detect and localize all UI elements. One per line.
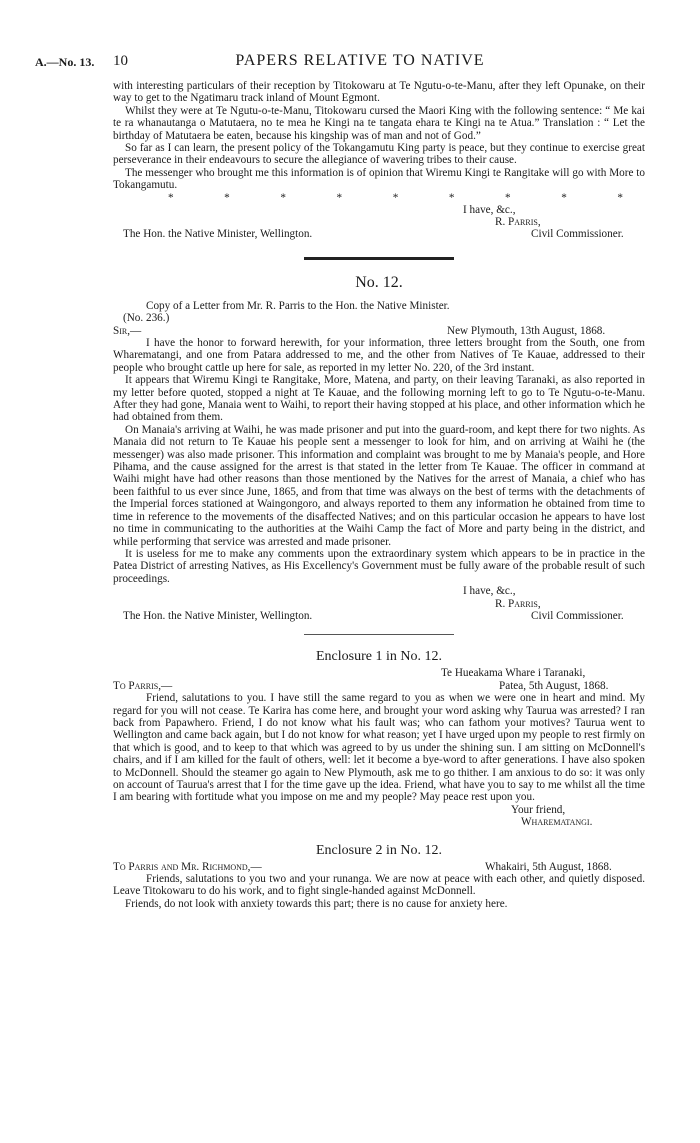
signer-title: Civil Commissioner. [531,609,624,622]
section-heading: No. 12. [355,273,403,291]
section-rule [304,634,454,635]
signer: R. Parris, [495,597,541,610]
salutation: Sir,— [113,324,142,337]
page-number: 10 [113,53,128,69]
paragraph: Whilst they were at Te Ngutu-o-te-Manu, Titokowaru cursed the Maori King with the following sentence: “ Me kai te ra whanautanga o Matutaera, no te mea he Kingi na te tangata ehara te Kingi na te Atua.” Translation : “ Let the birthday of Matutaera be eaten, because his kingship was of man and not of God.” [113,104,645,142]
omission-stars: * * * * * * * * * [168,191,623,204]
paragraph: So far as I can learn, the present policy of the Tokangamutu King party is peace, but they continue to exercise great perseverance in their endeavours to secure the allegiance of wavering tribes to their cause. [113,142,645,167]
page-body [113,80,645,910]
salutation: To Parris and Mr. Richmond,— [113,860,262,873]
section-rule [304,257,454,260]
signer-title: Civil Commissioner. [531,228,624,241]
closing: Your friend, [511,803,566,816]
closing: I have, &c., [463,203,516,216]
paragraph: On Manaia's arriving at Waihi, he was made prisoner and put into the guard-room, and kept there for two nights. As Manaia did not return to Te Kauae his people sent a messenger to look for him, and on arriving at Waihi he (the messenger) was also made prisoner. This information and complaint was brought to me by Manaia's people, and Hore Pihama, and the cause assigned for the arrest is that stated in the letter from Te Kauae. The officer in command at Waihi might have had other reasons than those mentioned by the Natives for the arrest of Manaia, a chief who has been faithful to us ever since June, 1865, and from that time was always on the best of terms with the detachments of the Imperial forces stationed at Waingongoro, and always reported to them any information he obtained from time to time in reference to the movements of the disaffected Natives; and on this particular occasion he appears to have lost no time in communicating to the authorities at the Waihi Camp the fact of More and party being in the district, and while performing that service was arrested and made prisoner. [113,423,645,548]
signer: Wharematangi. [521,816,593,829]
enclosure-heading: Enclosure 1 in No. 12. [316,649,442,665]
paragraph: The messenger who brought me this information is of opinion that Wiremu Kingi te Rangitake will go with More to Tokangamutu. [113,166,645,192]
signer: R. Parris, [495,216,541,229]
addressee: The Hon. the Native Minister, Wellington. [123,609,313,622]
paragraph: Friends, do not look with anxiety towards this part; there is no cause for anxiety here. [125,897,508,910]
paragraph: I have the honor to forward herewith, for your information, three letters brought from the South, one from Wharematangi, and one from Patara addressed to me, and the other from Natives of Te Kauae, addressed to their people who brought cattle up here for sale, as reported in my letter No. 220, of the 3rd instant. [113,337,645,374]
document-reference: A.—No. 13. [35,55,95,69]
letter-ref: (No. 236.) [123,312,170,325]
place-date: Patea, 5th August, 1868. [499,679,609,692]
enclosure-heading: Enclosure 2 in No. 12. [316,842,442,858]
paragraph: It appears that Wiremu Kingi te Rangitake, More, Matena, and party, on their leaving Taranaki, as also reported in my letter before quoted, stopped a night at Te Kauae, and the following morning left to go to Te Ngutu-o-te-Manu. After they had gone, Manaia went to Waihi, to report their having stopped at his place, and other information which he had obtained from them. [113,374,645,424]
closing: I have, &c., [463,585,516,598]
addressee: The Hon. the Native Minister, Wellington. [123,228,313,241]
place-date: Whakairi, 5th August, 1868. [485,860,612,873]
running-title: PAPERS RELATIVE TO NATIVE [235,52,485,69]
address: Te Hueakama Whare i Taranaki, [441,667,586,680]
salutation: To Parris,— [113,679,173,692]
paragraph: It is useless for me to make any comments upon the extraordinary system which appears to be in practice in the Patea District of arresting Natives, as His Excellency's Government must be fully aware of the probable result of such proceedings. [113,547,645,585]
letter-subtitle: Copy of a Letter from Mr. R. Parris to the Hon. the Native Minister. [146,299,450,312]
place-date: New Plymouth, 13th August, 1868. [447,324,606,337]
page-header [0,52,700,77]
paragraph: with interesting particulars of their reception by Titokowaru at Te Ngutu-o-te-Manu, after they left Opunake, on their way to get to the Ngatimaru track inland of Mount Egmont. [113,80,645,105]
paragraph: Friends, salutations to you two and your runanga. We are now at peace with each other, and quietly disposed. Leave Titokowaru to do his work, and to fight single-handed against McDonnell. [113,872,645,898]
paragraph: Friend, salutations to you. I have still the same regard to you as when we were one in heart and mind. My regard for you will not cease. Te Karira has come here, and brought your word asking why Taurua was arrested? I ran back from Papawhero. Friend, I do not know what his fault was; who can fathom your motives? Taurua went to Wellington and came back again, but I do not know for what reason; yet I have urged upon my people to rest firmly on that which is good, and to keep to that which was agreed to by us under the shining sun. I am sitting on McDonnell's chairs, and if I am killed for the fault of others, well: let it become a bye-word to after generations. I have also spoken to McDonnell. Should the steamer go again to New Plymouth, ask me to go thither. I am anxious to do so: it was only on account of Taurua's arrest that I for the time gave up the idea. Friend, what have you to say to me whilst all the time I am bearing with fortitude what you impose on me and my people? May peace rest upon you. [113,692,645,804]
